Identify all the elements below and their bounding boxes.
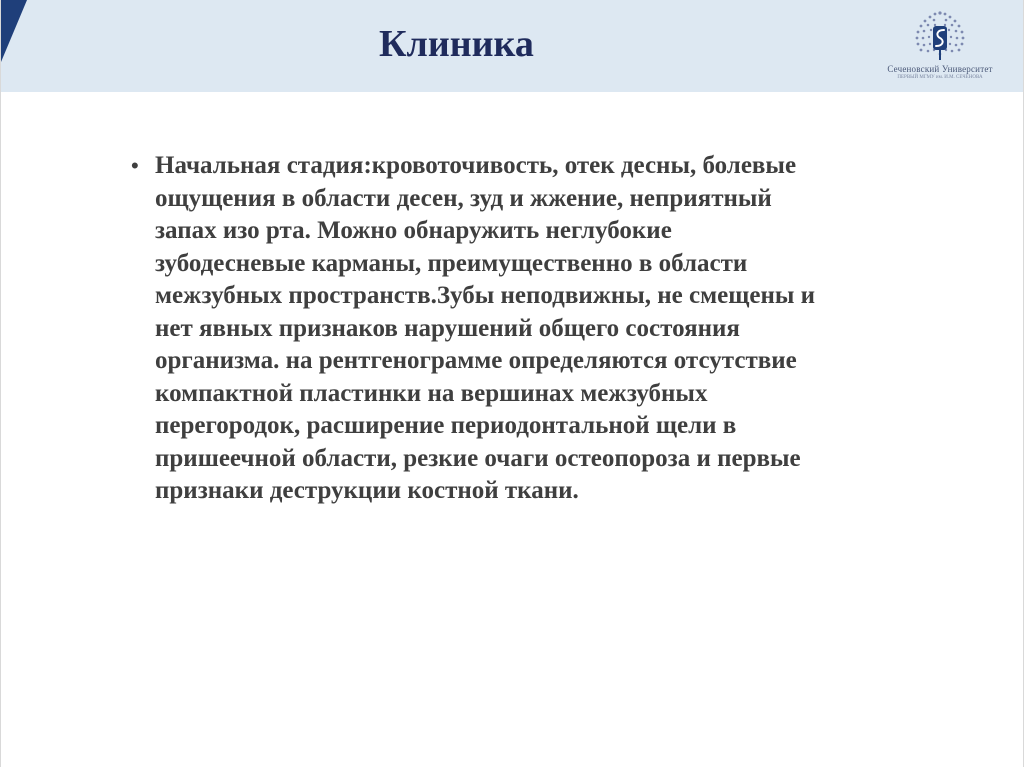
bullet-list (127, 150, 967, 508)
corner-accent (1, 0, 27, 62)
bullet-text-line: компактной пластинки на вершинах межзубных (155, 379, 708, 407)
slide-title: Клиника (379, 23, 534, 65)
content-area (127, 150, 967, 508)
bullet-marker: • (131, 153, 139, 178)
logo-caption: Сеченовский Университет (887, 64, 993, 74)
bullet-item (127, 150, 967, 508)
bullet-text-line: пришеечной области, резкие очаги остеопороза и первые (155, 444, 801, 472)
bullet-text-line: межзубных пространств.Зубы неподвижны, не смещены и (155, 282, 816, 309)
logo-subcaption: ПЕРВЫЙ МГМУ им. И.М. СЕЧЕНОВА (897, 75, 983, 80)
university-tree-logo-icon (911, 8, 969, 64)
bullet-text-line: признаки деструкции костной ткани. (155, 477, 579, 504)
bullet-text-line: Начальная стадия:кровоточивость, отек десны, болевые (155, 152, 797, 179)
bullet-text-line: нет явных признаков нарушений общего состояния (155, 314, 740, 342)
bullet-text-line: зубодесневые карманы, преимущественно в области (155, 249, 748, 277)
bullet-text-line: ощущения в области десен, зуд и жжение, неприятный (155, 184, 772, 212)
bullet-text-line: организма. на рентгенограмме определяются отсутствие (155, 347, 797, 374)
university-logo (881, 8, 999, 88)
bullet-text (155, 150, 955, 508)
bullet-text-line: перегородок, расширение периодонтальной щели в (155, 412, 737, 439)
bullet-text-line: запах изо рта. Можно обнаружить неглубокие (155, 217, 672, 244)
